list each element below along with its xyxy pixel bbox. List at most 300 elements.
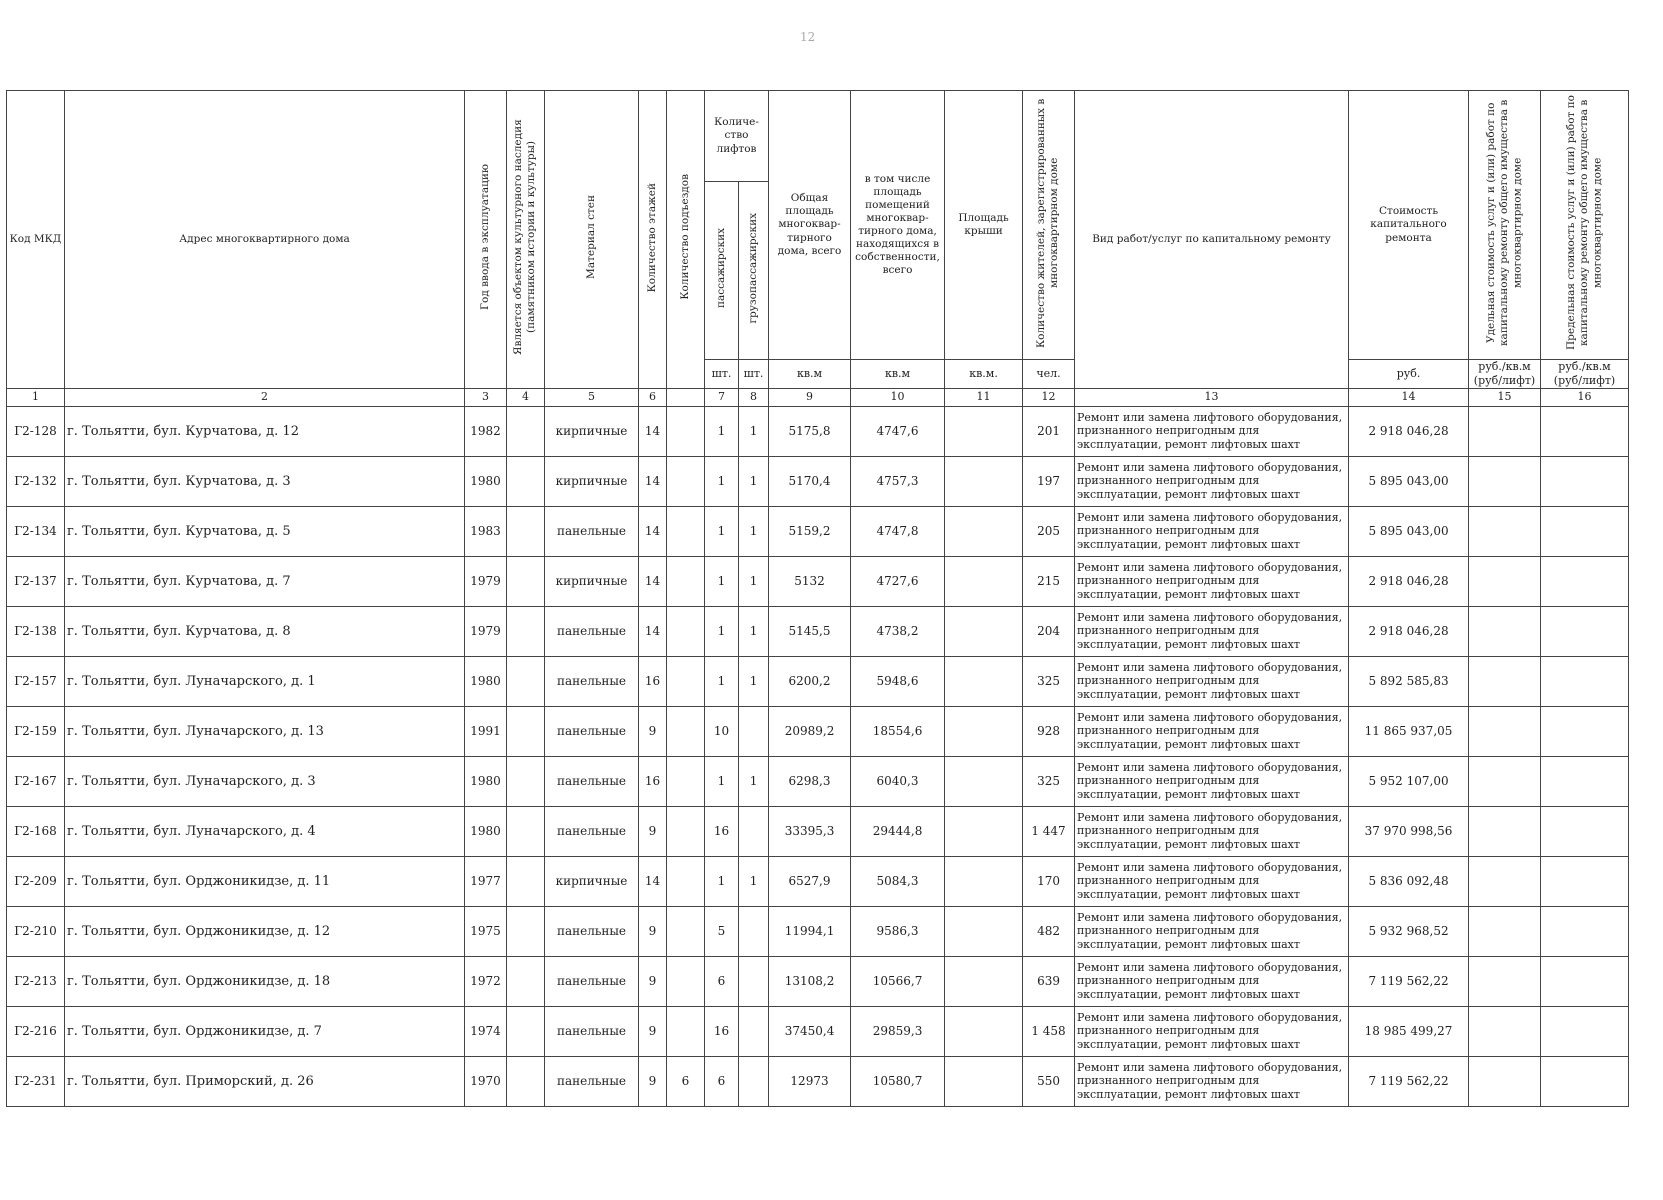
cell-material: панельные xyxy=(545,956,639,1006)
table-row xyxy=(7,406,1629,456)
cell-total-area: 5159,2 xyxy=(769,506,851,556)
cell-freight xyxy=(739,906,769,956)
cell-empty xyxy=(507,1006,545,1056)
cell-passenger: 5 xyxy=(705,906,739,956)
cell-residents: 482 xyxy=(1023,906,1075,956)
cell-total-area: 11994,1 xyxy=(769,906,851,956)
cell-entrances xyxy=(667,556,705,606)
cell-floors: 14 xyxy=(639,506,667,556)
cell-material: панельные xyxy=(545,706,639,756)
cell-work-type: Ремонт или замена лифтового оборудования, признанного непригодным для эксплуатации, ремонт лифтовых шахт xyxy=(1075,706,1349,756)
cell-empty xyxy=(507,456,545,506)
cell-cost: 5 952 107,00 xyxy=(1349,756,1469,806)
cell-empty xyxy=(1469,856,1541,906)
cell-year: 1979 xyxy=(465,556,507,606)
cell-empty xyxy=(1541,656,1629,706)
cell-entrances xyxy=(667,856,705,906)
cell-empty xyxy=(507,406,545,456)
cell-empty xyxy=(1541,956,1629,1006)
cell-floors: 9 xyxy=(639,1056,667,1106)
cell-empty xyxy=(1469,756,1541,806)
unit-passenger: шт. xyxy=(705,360,739,389)
cell-address: г. Тольятти, бул. Орджоникидзе, д. 7 xyxy=(65,1006,465,1056)
cell-residents: 1 458 xyxy=(1023,1006,1075,1056)
cell-code: Г2-209 xyxy=(7,856,65,906)
cell-empty xyxy=(945,656,1023,706)
cell-material: кирпичные xyxy=(545,856,639,906)
table-row xyxy=(7,606,1629,656)
cell-empty xyxy=(1469,656,1541,706)
cell-passenger: 16 xyxy=(705,806,739,856)
cell-empty xyxy=(945,506,1023,556)
cell-empty xyxy=(1469,456,1541,506)
cell-code: Г2-231 xyxy=(7,1056,65,1106)
cell-empty xyxy=(1469,606,1541,656)
cell-residents: 325 xyxy=(1023,656,1075,706)
cell-year: 1974 xyxy=(465,1006,507,1056)
cell-owned-area: 4738,2 xyxy=(851,606,945,656)
header-total-area: Общая площадь многоквар-тирного дома, всего xyxy=(769,91,851,360)
cell-freight: 1 xyxy=(739,606,769,656)
unit-freight: шт. xyxy=(739,360,769,389)
cell-owned-area: 29444,8 xyxy=(851,806,945,856)
cell-year: 1972 xyxy=(465,956,507,1006)
cell-total-area: 5132 xyxy=(769,556,851,606)
cell-material: панельные xyxy=(545,1006,639,1056)
cell-total-area: 33395,3 xyxy=(769,806,851,856)
cell-owned-area: 6040,3 xyxy=(851,756,945,806)
cell-empty xyxy=(1469,956,1541,1006)
cell-work-type: Ремонт или замена лифтового оборудования, признанного непригодным для эксплуатации, ремонт лифтовых шахт xyxy=(1075,906,1349,956)
cell-entrances xyxy=(667,1006,705,1056)
cell-work-type: Ремонт или замена лифтового оборудования, признанного непригодным для эксплуатации, ремонт лифтовых шахт xyxy=(1075,956,1349,1006)
cell-empty xyxy=(1541,756,1629,806)
column-number: 11 xyxy=(945,388,1023,406)
cell-empty xyxy=(945,706,1023,756)
column-number: 10 xyxy=(851,388,945,406)
header-residents: Количество жителей, зарегистрированных в многоквартирном доме xyxy=(1023,91,1075,360)
cell-owned-area: 10566,7 xyxy=(851,956,945,1006)
cell-floors: 9 xyxy=(639,906,667,956)
cell-address: г. Тольятти, бул. Орджоникидзе, д. 18 xyxy=(65,956,465,1006)
cell-code: Г2-213 xyxy=(7,956,65,1006)
header-row xyxy=(7,91,1629,182)
cell-code: Г2-216 xyxy=(7,1006,65,1056)
column-numbers-row xyxy=(7,388,1629,406)
cell-owned-area: 9586,3 xyxy=(851,906,945,956)
column-number: 2 xyxy=(65,388,465,406)
cell-empty xyxy=(945,556,1023,606)
table-row xyxy=(7,956,1629,1006)
column-number: 14 xyxy=(1349,388,1469,406)
table-row xyxy=(7,906,1629,956)
cell-entrances xyxy=(667,406,705,456)
unit-limit-cost: руб./кв.м (руб/лифт) xyxy=(1541,360,1629,389)
cell-year: 1980 xyxy=(465,756,507,806)
cell-floors: 16 xyxy=(639,656,667,706)
cell-work-type: Ремонт или замена лифтового оборудования, признанного непригодным для эксплуатации, ремонт лифтовых шахт xyxy=(1075,1056,1349,1106)
cell-work-type: Ремонт или замена лифтового оборудования, признанного непригодным для эксплуатации, ремонт лифтовых шахт xyxy=(1075,806,1349,856)
cell-owned-area: 4747,8 xyxy=(851,506,945,556)
cell-residents: 170 xyxy=(1023,856,1075,906)
cell-empty xyxy=(507,756,545,806)
cell-owned-area: 5084,3 xyxy=(851,856,945,906)
cell-empty xyxy=(945,806,1023,856)
cell-empty xyxy=(945,406,1023,456)
header-year: Год ввода в эксплуатацию xyxy=(465,91,507,389)
cell-owned-area: 4747,6 xyxy=(851,406,945,456)
cell-address: г. Тольятти, бул. Курчатова, д. 8 xyxy=(65,606,465,656)
cell-floors: 14 xyxy=(639,856,667,906)
cell-residents: 205 xyxy=(1023,506,1075,556)
cell-total-area: 6298,3 xyxy=(769,756,851,806)
cell-floors: 14 xyxy=(639,556,667,606)
cell-freight: 1 xyxy=(739,456,769,506)
cell-total-area: 13108,2 xyxy=(769,956,851,1006)
cell-entrances xyxy=(667,956,705,1006)
cell-empty xyxy=(507,956,545,1006)
cell-empty xyxy=(507,906,545,956)
cell-entrances xyxy=(667,806,705,856)
cell-empty xyxy=(1541,1056,1629,1106)
unit-total-area: кв.м xyxy=(769,360,851,389)
cell-cost: 11 865 937,05 xyxy=(1349,706,1469,756)
cell-owned-area: 18554,6 xyxy=(851,706,945,756)
cell-material: кирпичные xyxy=(545,406,639,456)
cell-empty xyxy=(1541,706,1629,756)
cell-freight: 1 xyxy=(739,406,769,456)
column-number: 7 xyxy=(705,388,739,406)
cell-owned-area: 5948,6 xyxy=(851,656,945,706)
cell-cost: 5 895 043,00 xyxy=(1349,456,1469,506)
cell-freight: 1 xyxy=(739,556,769,606)
cell-empty xyxy=(1469,506,1541,556)
cell-address: г. Тольятти, бул. Курчатова, д. 12 xyxy=(65,406,465,456)
cell-year: 1975 xyxy=(465,906,507,956)
cell-total-area: 37450,4 xyxy=(769,1006,851,1056)
cell-empty xyxy=(1541,606,1629,656)
cell-cost: 5 892 585,83 xyxy=(1349,656,1469,706)
column-number: 15 xyxy=(1469,388,1541,406)
cell-empty xyxy=(507,656,545,706)
cell-total-area: 6200,2 xyxy=(769,656,851,706)
cell-entrances xyxy=(667,506,705,556)
cell-work-type: Ремонт или замена лифтового оборудования, признанного непригодным для эксплуатации, ремонт лифтовых шахт xyxy=(1075,756,1349,806)
cell-empty xyxy=(507,706,545,756)
cell-empty xyxy=(1469,1006,1541,1056)
header-limit-cost: Предельная стоимость услуг и (или) работ по капитальному ремонту общего имущества в многоквартирном доме xyxy=(1541,91,1629,360)
cell-work-type: Ремонт или замена лифтового оборудования, признанного непригодным для эксплуатации, ремонт лифтовых шахт xyxy=(1075,406,1349,456)
cell-entrances xyxy=(667,606,705,656)
cell-empty xyxy=(1541,906,1629,956)
cell-empty xyxy=(1541,1006,1629,1056)
cell-material: панельные xyxy=(545,656,639,706)
column-number xyxy=(667,388,705,406)
cell-code: Г2-128 xyxy=(7,406,65,456)
cell-residents: 197 xyxy=(1023,456,1075,506)
cell-material: кирпичные xyxy=(545,456,639,506)
cell-empty xyxy=(1469,806,1541,856)
header-code: Код МКД xyxy=(7,91,65,389)
cell-material: панельные xyxy=(545,906,639,956)
cell-empty xyxy=(945,1056,1023,1106)
cell-total-area: 5145,5 xyxy=(769,606,851,656)
cell-cost: 2 918 046,28 xyxy=(1349,406,1469,456)
cell-empty xyxy=(1469,706,1541,756)
cell-floors: 9 xyxy=(639,706,667,756)
header-roof-area: Площадь крыши xyxy=(945,91,1023,360)
cell-freight: 1 xyxy=(739,506,769,556)
column-number: 5 xyxy=(545,388,639,406)
cell-residents: 1 447 xyxy=(1023,806,1075,856)
cell-owned-area: 4757,3 xyxy=(851,456,945,506)
cell-empty xyxy=(1541,456,1629,506)
cell-entrances xyxy=(667,656,705,706)
cell-freight: 1 xyxy=(739,856,769,906)
column-number: 3 xyxy=(465,388,507,406)
cell-year: 1983 xyxy=(465,506,507,556)
cell-address: г. Тольятти, бул. Курчатова, д. 7 xyxy=(65,556,465,606)
cell-work-type: Ремонт или замена лифтового оборудования, признанного непригодным для эксплуатации, ремонт лифтовых шахт xyxy=(1075,1006,1349,1056)
cell-year: 1980 xyxy=(465,456,507,506)
cell-owned-area: 29859,3 xyxy=(851,1006,945,1056)
cell-empty xyxy=(507,806,545,856)
cell-address: г. Тольятти, бул. Луначарского, д. 3 xyxy=(65,756,465,806)
cell-passenger: 1 xyxy=(705,556,739,606)
cell-passenger: 1 xyxy=(705,656,739,706)
cell-freight xyxy=(739,1006,769,1056)
cell-total-area: 20989,2 xyxy=(769,706,851,756)
cell-address: г. Тольятти, бул. Орджоникидзе, д. 11 xyxy=(65,856,465,906)
cell-empty xyxy=(507,556,545,606)
cell-passenger: 10 xyxy=(705,706,739,756)
cell-empty xyxy=(1541,406,1629,456)
cell-code: Г2-210 xyxy=(7,906,65,956)
cell-empty xyxy=(1469,1056,1541,1106)
header-address: Адрес многоквартирного дома xyxy=(65,91,465,389)
table-body xyxy=(7,406,1629,1106)
cell-address: г. Тольятти, бул. Луначарского, д. 4 xyxy=(65,806,465,856)
cell-cost: 18 985 499,27 xyxy=(1349,1006,1469,1056)
cell-empty xyxy=(507,1056,545,1106)
header-heritage: Является объектом культурного наследия (памятником истории и культуры) xyxy=(507,91,545,389)
cell-empty xyxy=(1469,406,1541,456)
cell-passenger: 1 xyxy=(705,406,739,456)
table-row xyxy=(7,856,1629,906)
cell-year: 1982 xyxy=(465,406,507,456)
cell-cost: 7 119 562,22 xyxy=(1349,956,1469,1006)
cell-address: г. Тольятти, бул. Приморский, д. 26 xyxy=(65,1056,465,1106)
cell-cost: 5 895 043,00 xyxy=(1349,506,1469,556)
table-row xyxy=(7,806,1629,856)
cell-entrances xyxy=(667,906,705,956)
cell-entrances xyxy=(667,456,705,506)
capital-repair-table xyxy=(6,90,1629,1107)
cell-passenger: 1 xyxy=(705,756,739,806)
cell-work-type: Ремонт или замена лифтового оборудования, признанного непригодным для эксплуатации, ремонт лифтовых шахт xyxy=(1075,456,1349,506)
cell-material: панельные xyxy=(545,806,639,856)
cell-address: г. Тольятти, бул. Курчатова, д. 3 xyxy=(65,456,465,506)
cell-floors: 9 xyxy=(639,956,667,1006)
column-number: 9 xyxy=(769,388,851,406)
cell-empty xyxy=(1469,556,1541,606)
cell-material: панельные xyxy=(545,1056,639,1106)
cell-floors: 9 xyxy=(639,806,667,856)
cell-freight xyxy=(739,706,769,756)
cell-code: Г2-137 xyxy=(7,556,65,606)
cell-empty xyxy=(945,856,1023,906)
unit-owned-area: кв.м xyxy=(851,360,945,389)
table-row xyxy=(7,456,1629,506)
cell-work-type: Ремонт или замена лифтового оборудования, признанного непригодным для эксплуатации, ремонт лифтовых шахт xyxy=(1075,506,1349,556)
cell-cost: 5 836 092,48 xyxy=(1349,856,1469,906)
cell-cost: 2 918 046,28 xyxy=(1349,556,1469,606)
cell-total-area: 12973 xyxy=(769,1056,851,1106)
cell-empty xyxy=(507,606,545,656)
cell-freight: 1 xyxy=(739,656,769,706)
cell-floors: 9 xyxy=(639,1006,667,1056)
cell-residents: 215 xyxy=(1023,556,1075,606)
cell-address: г. Тольятти, бул. Орджоникидзе, д. 12 xyxy=(65,906,465,956)
cell-material: кирпичные xyxy=(545,556,639,606)
cell-address: г. Тольятти, бул. Луначарского, д. 1 xyxy=(65,656,465,706)
header-floors: Количество этажей xyxy=(639,91,667,389)
cell-empty xyxy=(507,856,545,906)
cell-cost: 7 119 562,22 xyxy=(1349,1056,1469,1106)
cell-owned-area: 4727,6 xyxy=(851,556,945,606)
cell-passenger: 1 xyxy=(705,456,739,506)
cell-code: Г2-138 xyxy=(7,606,65,656)
cell-cost: 5 932 968,52 xyxy=(1349,906,1469,956)
cell-work-type: Ремонт или замена лифтового оборудования, признанного непригодным для эксплуатации, ремонт лифтовых шахт xyxy=(1075,556,1349,606)
cell-cost: 37 970 998,56 xyxy=(1349,806,1469,856)
cell-freight xyxy=(739,806,769,856)
cell-floors: 14 xyxy=(639,606,667,656)
cell-freight xyxy=(739,956,769,1006)
cell-floors: 14 xyxy=(639,406,667,456)
cell-cost: 2 918 046,28 xyxy=(1349,606,1469,656)
header-owned-area: в том числе площадь помещений многоквар-тирного дома, находящихся в собственности, всего xyxy=(851,91,945,360)
cell-material: панельные xyxy=(545,506,639,556)
header-passenger: пассажирских xyxy=(705,182,739,360)
header-work-type: Вид работ/услуг по капитальному ремонту xyxy=(1075,91,1349,389)
cell-owned-area: 10580,7 xyxy=(851,1056,945,1106)
table-row xyxy=(7,506,1629,556)
cell-total-area: 5170,4 xyxy=(769,456,851,506)
cell-code: Г2-168 xyxy=(7,806,65,856)
unit-residents: чел. xyxy=(1023,360,1075,389)
cell-empty xyxy=(945,606,1023,656)
cell-total-area: 6527,9 xyxy=(769,856,851,906)
column-number: 1 xyxy=(7,388,65,406)
cell-empty xyxy=(945,756,1023,806)
cell-empty xyxy=(945,456,1023,506)
cell-entrances xyxy=(667,706,705,756)
cell-residents: 550 xyxy=(1023,1056,1075,1106)
cell-empty xyxy=(1541,506,1629,556)
cell-empty xyxy=(1469,906,1541,956)
cell-code: Г2-132 xyxy=(7,456,65,506)
cell-empty xyxy=(1541,556,1629,606)
header-material: Материал стен xyxy=(545,91,639,389)
cell-residents: 201 xyxy=(1023,406,1075,456)
cell-material: панельные xyxy=(545,606,639,656)
cell-passenger: 1 xyxy=(705,856,739,906)
table-row xyxy=(7,1056,1629,1106)
cell-floors: 14 xyxy=(639,456,667,506)
cell-code: Г2-157 xyxy=(7,656,65,706)
cell-code: Г2-167 xyxy=(7,756,65,806)
cell-passenger: 1 xyxy=(705,606,739,656)
unit-unit-cost: руб./кв.м (руб/лифт) xyxy=(1469,360,1541,389)
cell-year: 1979 xyxy=(465,606,507,656)
cell-passenger: 6 xyxy=(705,956,739,1006)
cell-freight: 1 xyxy=(739,756,769,806)
cell-empty xyxy=(945,906,1023,956)
cell-empty xyxy=(945,1006,1023,1056)
cell-residents: 928 xyxy=(1023,706,1075,756)
table-row xyxy=(7,656,1629,706)
cell-passenger: 1 xyxy=(705,506,739,556)
cell-work-type: Ремонт или замена лифтового оборудования, признанного непригодным для эксплуатации, ремонт лифтовых шахт xyxy=(1075,606,1349,656)
cell-residents: 639 xyxy=(1023,956,1075,1006)
cell-floors: 16 xyxy=(639,756,667,806)
column-number: 6 xyxy=(639,388,667,406)
cell-material: панельные xyxy=(545,756,639,806)
cell-work-type: Ремонт или замена лифтового оборудования, признанного непригодным для эксплуатации, ремонт лифтовых шахт xyxy=(1075,856,1349,906)
cell-empty xyxy=(507,506,545,556)
column-number: 16 xyxy=(1541,388,1629,406)
cell-empty xyxy=(1541,856,1629,906)
cell-entrances: 6 xyxy=(667,1056,705,1106)
header-unit-cost: Удельная стоимость услуг и (или) работ по капитальному ремонту общего имущества в многоквартирном доме xyxy=(1469,91,1541,360)
cell-total-area: 5175,8 xyxy=(769,406,851,456)
cell-code: Г2-159 xyxy=(7,706,65,756)
page-number: 12 xyxy=(800,30,816,44)
cell-year: 1991 xyxy=(465,706,507,756)
table-row xyxy=(7,706,1629,756)
header-cost: Стоимость капитального ремонта xyxy=(1349,91,1469,360)
cell-address: г. Тольятти, бул. Курчатова, д. 5 xyxy=(65,506,465,556)
unit-roof-area: кв.м. xyxy=(945,360,1023,389)
cell-empty xyxy=(1541,806,1629,856)
cell-year: 1980 xyxy=(465,656,507,706)
cell-address: г. Тольятти, бул. Луначарского, д. 13 xyxy=(65,706,465,756)
cell-residents: 204 xyxy=(1023,606,1075,656)
cell-work-type: Ремонт или замена лифтового оборудования, признанного непригодным для эксплуатации, ремонт лифтовых шахт xyxy=(1075,656,1349,706)
header-lifts: Количе-ство лифтов xyxy=(705,91,769,182)
column-number: 4 xyxy=(507,388,545,406)
cell-passenger: 16 xyxy=(705,1006,739,1056)
cell-entrances xyxy=(667,756,705,806)
cell-year: 1980 xyxy=(465,806,507,856)
column-number: 8 xyxy=(739,388,769,406)
cell-freight xyxy=(739,1056,769,1106)
cell-empty xyxy=(945,956,1023,1006)
table-row xyxy=(7,556,1629,606)
header-entrances: Количество подъездов xyxy=(667,91,705,389)
cell-passenger: 6 xyxy=(705,1056,739,1106)
column-number: 12 xyxy=(1023,388,1075,406)
cell-year: 1970 xyxy=(465,1056,507,1106)
cell-residents: 325 xyxy=(1023,756,1075,806)
cell-year: 1977 xyxy=(465,856,507,906)
unit-cost: руб. xyxy=(1349,360,1469,389)
table-row xyxy=(7,756,1629,806)
header-freight: грузопассажирских xyxy=(739,182,769,360)
column-number: 13 xyxy=(1075,388,1349,406)
table-row xyxy=(7,1006,1629,1056)
